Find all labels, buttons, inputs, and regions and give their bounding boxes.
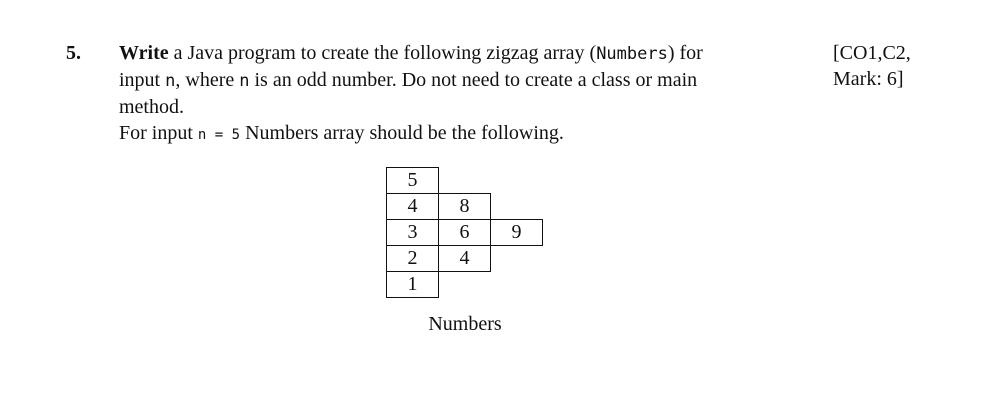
marks-line-1: [CO1,C2, [833, 42, 911, 64]
marks-line-2: Mark: 6] [833, 68, 904, 90]
question-text-b: ) for [667, 42, 703, 64]
array-cell: 6 [438, 219, 491, 246]
example-line [119, 120, 799, 148]
array-cell: 1 [386, 271, 439, 298]
array-cell: 8 [438, 193, 491, 220]
question-line-1 [119, 40, 799, 67]
question-line-3: method. [119, 96, 184, 118]
array-caption: Numbers [428, 313, 502, 335]
question-number: 5. [66, 42, 81, 64]
array-cell: 5 [386, 167, 439, 194]
code-numbers: Numbers [596, 44, 668, 64]
question-text [119, 40, 799, 148]
array-cell: 9 [490, 219, 543, 246]
example-prefix: For input [119, 122, 198, 144]
array-cell: 3 [386, 219, 439, 246]
code-n-2: n [239, 71, 250, 91]
marks-info [833, 40, 973, 92]
example-code: n = 5 [197, 127, 241, 143]
question-text-c: input [119, 69, 166, 91]
write-keyword: Write [119, 42, 169, 64]
question-text-e: is an odd number. Do not need to create a class or main [249, 69, 698, 91]
array-cell: 2 [386, 245, 439, 272]
array-cell: 4 [438, 245, 491, 272]
array-cell: 4 [386, 193, 439, 220]
question-text-a: a Java program to create the following zigzag array ( [168, 42, 597, 64]
example-suffix: Numbers array should be the following. [240, 122, 564, 144]
code-n-1: n [165, 71, 176, 91]
question-text-d: , where [175, 69, 240, 91]
question-line-2 [119, 67, 799, 94]
